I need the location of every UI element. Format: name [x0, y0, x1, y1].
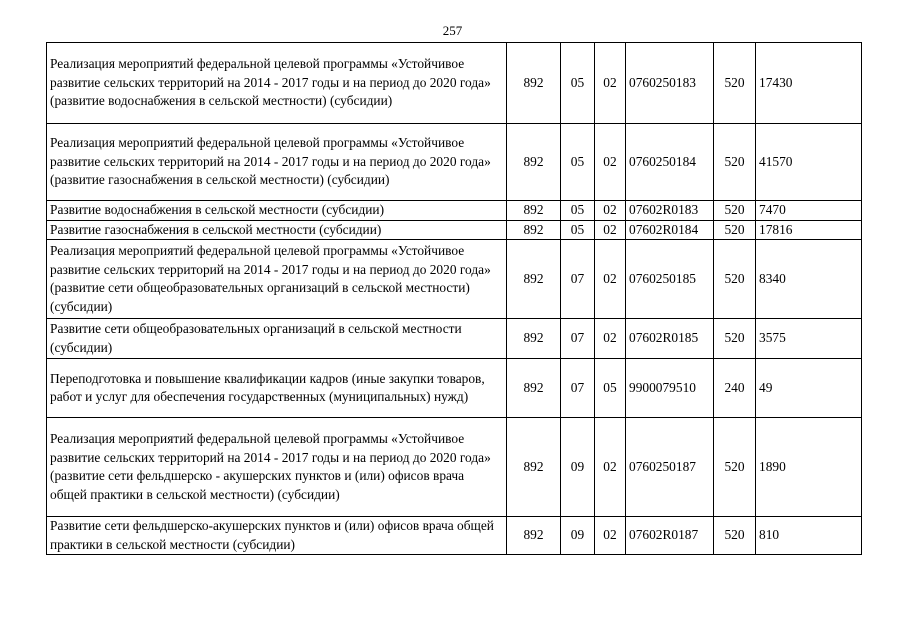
section-code: 05 [561, 220, 595, 240]
ministry-code: 892 [507, 319, 561, 359]
table-row [47, 240, 862, 319]
target-article-code: 0760250187 [626, 418, 714, 517]
subsection-code: 02 [595, 124, 626, 201]
subsection-code: 02 [595, 418, 626, 517]
table-row [47, 124, 862, 201]
subsection-code: 02 [595, 43, 626, 124]
table-row [47, 359, 862, 418]
subsection-code: 02 [595, 319, 626, 359]
amount: 8340 [756, 240, 862, 319]
section-code: 05 [561, 201, 595, 221]
target-article-code: 07602R0187 [626, 517, 714, 555]
subsection-code: 02 [595, 517, 626, 555]
ministry-code: 892 [507, 220, 561, 240]
subsection-code: 02 [595, 201, 626, 221]
table-row [47, 418, 862, 517]
target-article-code: 07602R0184 [626, 220, 714, 240]
budget-table [46, 42, 862, 555]
row-description: Реализация мероприятий федеральной целевой программы «Устойчивое развитие сельских территорий на 2014 - 2017 годы и на период до 2020 года» (развитие сети фельдшерско - акушерских пунктов и (или) офисов врача общей практики в сельской местности) (субсидии) [47, 418, 507, 517]
amount: 17816 [756, 220, 862, 240]
section-code: 05 [561, 124, 595, 201]
expense-type-code: 520 [714, 220, 756, 240]
target-article-code: 9900079510 [626, 359, 714, 418]
target-article-code: 0760250183 [626, 43, 714, 124]
ministry-code: 892 [507, 359, 561, 418]
subsection-code: 02 [595, 240, 626, 319]
amount: 17430 [756, 43, 862, 124]
ministry-code: 892 [507, 240, 561, 319]
ministry-code: 892 [507, 124, 561, 201]
row-description: Развитие сети фельдшерско-акушерских пунктов и (или) офисов врача общей практики в сельской местности (субсидии) [47, 517, 507, 555]
amount: 3575 [756, 319, 862, 359]
subsection-code: 05 [595, 359, 626, 418]
subsection-code: 02 [595, 220, 626, 240]
page-number: 257 [442, 23, 463, 38]
expense-type-code: 520 [714, 124, 756, 201]
table-row [47, 43, 862, 124]
section-code: 05 [561, 43, 595, 124]
section-code: 09 [561, 517, 595, 555]
expense-type-code: 520 [714, 517, 756, 555]
section-code: 07 [561, 359, 595, 418]
amount: 810 [756, 517, 862, 555]
amount: 41570 [756, 124, 862, 201]
target-article-code: 07602R0183 [626, 201, 714, 221]
expense-type-code: 520 [714, 201, 756, 221]
row-description: Реализация мероприятий федеральной целевой программы «Устойчивое развитие сельских территорий на 2014 - 2017 годы и на период до 2020 года» (развитие водоснабжения в сельской местности) (субсидии) [47, 43, 507, 124]
row-description: Развитие сети общеобразовательных организаций в сельской местности (субсидии) [47, 319, 507, 359]
row-description: Реализация мероприятий федеральной целевой программы «Устойчивое развитие сельских территорий на 2014 - 2017 годы и на период до 2020 года» (развитие газоснабжения в сельской местности) (субсидии) [47, 124, 507, 201]
ministry-code: 892 [507, 517, 561, 555]
section-code: 07 [561, 319, 595, 359]
section-code: 09 [561, 418, 595, 517]
table-row [47, 220, 862, 240]
target-article-code: 0760250185 [626, 240, 714, 319]
ministry-code: 892 [507, 201, 561, 221]
table-row [47, 319, 862, 359]
ministry-code: 892 [507, 418, 561, 517]
amount: 1890 [756, 418, 862, 517]
row-description: Реализация мероприятий федеральной целевой программы «Устойчивое развитие сельских территорий на 2014 - 2017 годы и на период до 2020 года» (развитие сети общеобразовательных организаций в сельской местности) (субсидии) [47, 240, 507, 319]
row-description: Переподготовка и повышение квалификации кадров (иные закупки товаров, работ и услуг для обеспечения государственных (муниципальных) нужд) [47, 359, 507, 418]
table-row [47, 201, 862, 221]
target-article-code: 07602R0185 [626, 319, 714, 359]
expense-type-code: 520 [714, 240, 756, 319]
section-code: 07 [561, 240, 595, 319]
expense-type-code: 520 [714, 418, 756, 517]
amount: 49 [756, 359, 862, 418]
target-article-code: 0760250184 [626, 124, 714, 201]
row-description: Развитие газоснабжения в сельской местности (субсидии) [47, 220, 507, 240]
row-description: Развитие водоснабжения в сельской местности (субсидии) [47, 201, 507, 221]
amount: 7470 [756, 201, 862, 221]
expense-type-code: 520 [714, 43, 756, 124]
expense-type-code: 520 [714, 319, 756, 359]
ministry-code: 892 [507, 43, 561, 124]
expense-type-code: 240 [714, 359, 756, 418]
table-row [47, 517, 862, 555]
